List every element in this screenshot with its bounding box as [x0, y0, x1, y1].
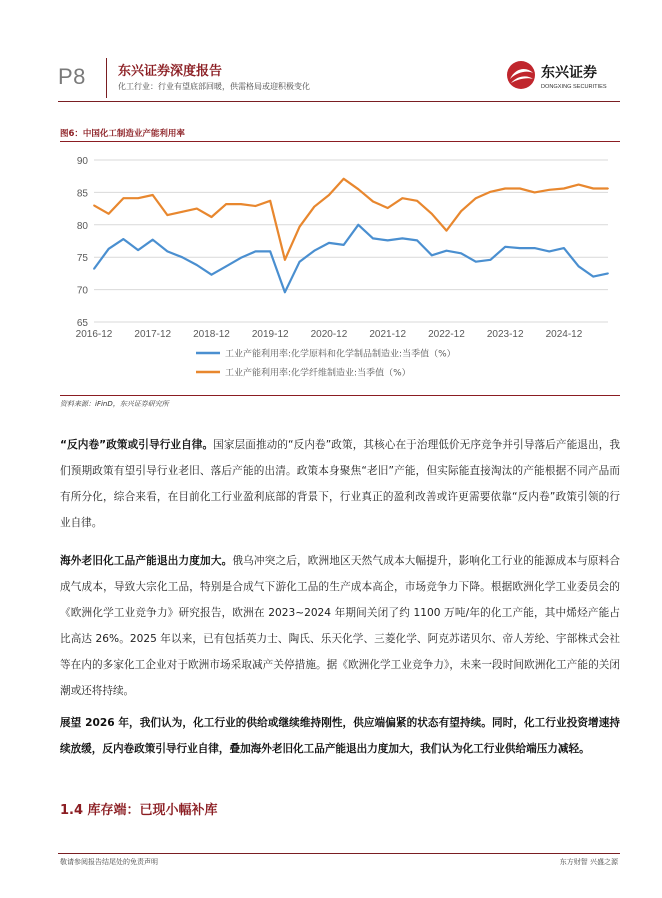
figure-title: 图6：中国化工制造业产能利用率	[60, 129, 185, 139]
y-tick-label: 85	[76, 188, 88, 200]
series-2-point	[211, 216, 213, 218]
paragraph-lead: “反内卷”政策或引导行业自律。	[60, 439, 214, 451]
series-1-point	[152, 239, 154, 241]
chart-svg	[60, 146, 620, 392]
y-tick-label: 90	[76, 156, 88, 167]
series-2-point	[196, 208, 198, 210]
x-tick-label: 2021-12	[369, 329, 407, 340]
series-2-point	[607, 188, 609, 190]
x-tick-label: 2017-12	[134, 329, 172, 340]
series-1-point	[534, 247, 536, 249]
series-1-point	[357, 224, 359, 226]
series-2-point	[387, 207, 389, 209]
series-1-point	[122, 238, 124, 240]
series-1-point	[299, 261, 301, 263]
series-1-point	[255, 250, 257, 252]
report-title: 东兴证券深度报告	[118, 64, 223, 79]
series-2-point	[460, 210, 462, 212]
series-2-point	[284, 259, 286, 261]
series-1-point	[343, 244, 345, 246]
series-2-point	[563, 188, 565, 190]
series-1-point	[137, 249, 139, 251]
series-1-point	[387, 239, 389, 241]
series-1-point	[108, 248, 110, 250]
figure-source: 资料来源：iFinD，东兴证券研究所	[60, 400, 169, 408]
series-2-point	[578, 184, 580, 186]
x-tick-label: 2019-12	[251, 329, 289, 340]
series-2-point	[490, 191, 492, 193]
y-tick-label: 65	[76, 318, 88, 329]
series-2-point	[402, 197, 404, 199]
capacity-utilization-chart	[60, 146, 620, 392]
chart-series	[93, 178, 609, 293]
series-2-point	[225, 203, 227, 205]
series-2-point	[313, 206, 315, 208]
series-1-point	[519, 247, 521, 249]
series-1-point	[578, 265, 580, 267]
series-1-point	[431, 254, 433, 256]
series-1-point	[490, 259, 492, 261]
x-tick-label: 2018-12	[193, 329, 230, 340]
series-1-point	[240, 257, 242, 259]
logo-text-en: DONGXING SECURITIES	[541, 84, 607, 90]
header-separator	[106, 58, 107, 98]
series-2-point	[93, 204, 95, 206]
series-2-point	[269, 200, 271, 202]
paragraph-text: 俄乌冲突之后，欧洲地区天然气成本大幅提升，影响化工行业的能源成本与原料合成气成本，导致大宗化工品，特别是合成气下游化工品的生产成本高企，市场竞争力下降。根据欧洲化学工业委员会的《欧洲化学工业竞争力》研究报告，欧洲在 2023~2024 年期间关闭了约 1100 万吨/年的化工产能，其中烯烃产能占比高达 26%。2025 年以来，已有包括英力士、陶氏、乐天化学、三菱化学、阿克苏诺贝尔、帝人芳纶、宇部株式会社等在内的多家化工企业对于欧洲市场采取减产关停措施。据《欧洲化学工业竞争力》，未来一段时间欧洲化工产能的关闭潮或还将持续。	[60, 555, 621, 697]
series-1-point	[446, 250, 448, 252]
footer-slogan: 东方财智 兴盛之源	[559, 858, 618, 866]
series-1-point	[504, 246, 506, 248]
series-1-point	[225, 265, 227, 267]
series-2-point	[357, 188, 359, 190]
footer-rule	[58, 853, 620, 854]
figure-bottom-rule	[60, 395, 620, 396]
series-1-point	[284, 291, 286, 293]
x-tick-label: 2024-12	[545, 329, 583, 340]
page-number: P8	[58, 64, 86, 89]
series-2-point	[240, 203, 242, 205]
series-2-point	[152, 194, 154, 196]
series-2-point	[519, 188, 521, 190]
series-1-point	[167, 250, 169, 252]
header-rule	[58, 101, 620, 102]
series-1-point	[475, 261, 477, 263]
series-2-point	[255, 205, 257, 207]
chart-y-ticks	[77, 156, 89, 329]
series-1-point	[181, 256, 183, 258]
paragraph-anti-involution	[60, 432, 620, 536]
series-2-point	[122, 197, 124, 199]
series-2-point	[475, 197, 477, 199]
section-heading: 1.4 库存端：已现小幅补库	[60, 803, 218, 818]
series-2-point	[431, 213, 433, 215]
series-2-point	[534, 192, 536, 194]
series-2-point	[372, 201, 374, 203]
series-2-point	[181, 211, 183, 213]
figure-top-rule	[60, 141, 620, 142]
series-2-point	[328, 194, 330, 196]
paragraph-outlook-2026: 展望 2026 年，我们认为，化工行业的供给或继续维持刚性，供应端偏紧的状态有望持续。同时，化工行业投资增速持续放缓，反内卷政策引导行业自律，叠加海外老旧化工品产能退出力度加大，我们认为化工行业供给端压力减轻。	[60, 717, 620, 755]
y-tick-label: 80	[76, 220, 88, 232]
series-1-point	[93, 268, 95, 270]
paragraph-text: 国家层面推动的“反内卷”政策，其核心在于治理低价无序竞争并引导落后产能退出，我们预期政策有望引导行业老旧、落后产能的出清。政策本身聚焦“老旧”产能，但实际能直接淘汰的产能根据不同产品而有所分化，综合来看，在目前化工行业盈利底部的背景下，行业真正的盈利改善或许更需要依靠“反内卷”政策引领的行业自律。	[60, 439, 620, 529]
brand-logo-emblem	[505, 58, 615, 94]
series-1-point	[196, 264, 198, 266]
series-1-point	[607, 273, 609, 275]
chart-x-ticks	[76, 329, 583, 340]
series-1-point	[416, 239, 418, 241]
series-2-point	[592, 188, 594, 190]
y-tick-label: 75	[76, 253, 88, 265]
series-1-point	[328, 242, 330, 244]
series-2-point	[108, 213, 110, 215]
series-line-1	[94, 225, 608, 292]
series-1-point	[313, 250, 315, 252]
series-2-point	[548, 189, 550, 191]
series-1-point	[548, 250, 550, 252]
series-2-point	[167, 214, 169, 216]
series-2-point	[504, 188, 506, 190]
paragraph-overseas-capacity	[60, 548, 620, 704]
brand-logo	[505, 58, 615, 94]
y-tick-label: 70	[76, 285, 88, 297]
x-tick-label: 2023-12	[486, 329, 524, 340]
series-2-point	[137, 197, 139, 199]
logo-text-cn: 东兴证券	[541, 65, 597, 81]
footer-disclaimer: 敬请参阅报告结尾处的免责声明	[60, 858, 158, 866]
x-tick-label: 2016-12	[75, 329, 113, 340]
x-tick-label: 2020-12	[310, 329, 348, 340]
paragraph-lead: 海外老旧化工品产能退出力度加大。	[60, 555, 233, 567]
series-2-point	[299, 226, 301, 228]
series-1-point	[372, 238, 374, 240]
series-1-point	[592, 276, 594, 278]
legend-label: 工业产能利用率:化学原料和化学制品制造业:当季值（%）	[225, 349, 456, 360]
series-1-point	[211, 274, 213, 276]
report-subtitle: 化工行业：行业有望底部回暖，供需格局或迎积极变化	[118, 82, 310, 91]
series-1-point	[402, 238, 404, 240]
series-1-point	[269, 250, 271, 252]
series-1-point	[460, 252, 462, 254]
series-2-point	[343, 178, 345, 180]
series-1-point	[563, 247, 565, 249]
series-2-point	[446, 230, 448, 232]
legend-label: 工业产能利用率:化学纤维制造业:当季值（%）	[225, 368, 411, 379]
x-tick-label: 2022-12	[428, 329, 465, 340]
series-2-point	[416, 200, 418, 202]
chart-legend	[196, 348, 456, 379]
